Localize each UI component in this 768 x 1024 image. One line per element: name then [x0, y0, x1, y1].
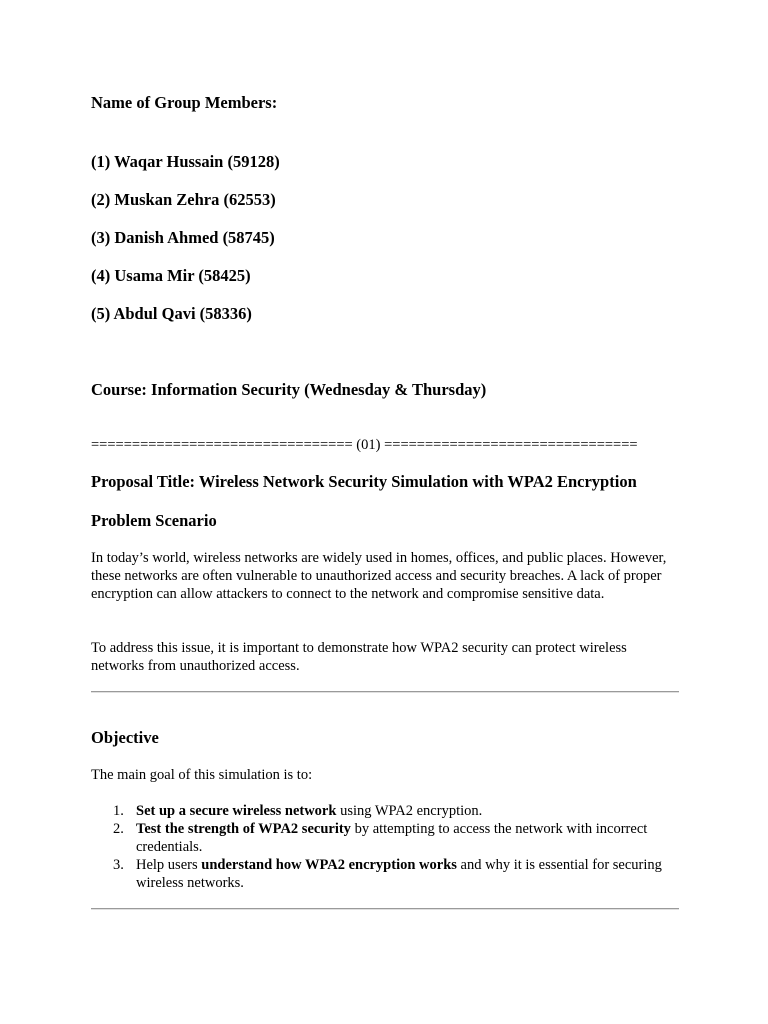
list-item-bold: Test the strength of WPA2 security [136, 821, 351, 837]
objective-intro: The main goal of this simulation is to: [91, 767, 313, 783]
problem-heading: Problem Scenario [91, 511, 217, 530]
list-number: 1. [113, 803, 124, 819]
list-number: 2. [113, 821, 124, 837]
list-item-post: using WPA2 encryption. [336, 803, 483, 819]
list-item [113, 802, 679, 820]
list-item-post: by attempting to access the network with incorrect credentials. [136, 821, 648, 855]
section-separator: ================================ (01) =============================== [91, 437, 638, 453]
member-item: (5) Abdul Qavi (58336) [91, 304, 252, 323]
list-item-post: and why it is essential for securing wireless networks. [136, 857, 662, 891]
member-item: (3) Danish Ahmed (58745) [91, 228, 275, 247]
members-heading: Name of Group Members: [91, 93, 278, 112]
member-item: (1) Waqar Hussain (59128) [91, 152, 280, 171]
problem-paragraph-2: To address this issue, it is important to demonstrate how WPA2 security can protect wireless networks from unauthorized access. [91, 640, 627, 674]
objective-list [91, 802, 679, 892]
list-item-pre: Help users [136, 857, 202, 873]
list-item [113, 856, 679, 892]
member-item: (2) Muskan Zehra (62553) [91, 190, 276, 209]
member-item: (4) Usama Mir (58425) [91, 266, 251, 285]
horizontal-rule [91, 691, 679, 693]
list-number: 3. [113, 857, 124, 873]
list-item-bold: Set up a secure wireless network [136, 803, 337, 819]
course-line: Course: Information Security (Wednesday & Thursday) [91, 380, 487, 399]
objective-heading: Objective [91, 728, 159, 747]
proposal-title: Proposal Title: Wireless Network Security Simulation with WPA2 Encryption [91, 472, 637, 491]
problem-paragraph-1: In today’s world, wireless networks are widely used in homes, offices, and public places. However, these networks are often vulnerable to unauthorized access and security breaches. A lack of proper encryption can allow attackers to connect to the network and compromise sensitive data. [91, 550, 667, 602]
list-item-bold: understand how WPA2 encryption works [201, 857, 457, 873]
horizontal-rule [91, 908, 679, 910]
list-item [113, 820, 679, 856]
